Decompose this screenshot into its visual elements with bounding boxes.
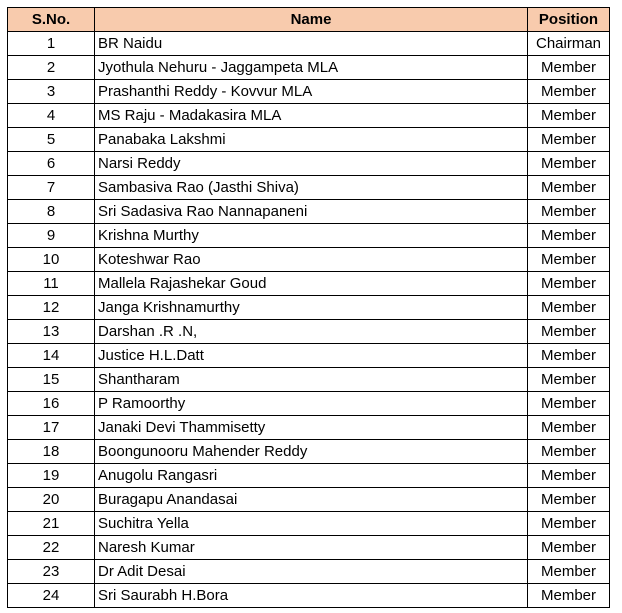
table-row (8, 56, 610, 80)
header-sno: S.No. (8, 8, 95, 32)
cell-position: Member (528, 176, 610, 200)
cell-sno: 16 (8, 392, 95, 416)
table-row (8, 392, 610, 416)
table-row (8, 536, 610, 560)
table-row (8, 272, 610, 296)
cell-name: Panabaka Lakshmi (95, 128, 528, 152)
table-row (8, 512, 610, 536)
cell-name: Janga Krishnamurthy (95, 296, 528, 320)
cell-position: Member (528, 488, 610, 512)
cell-sno: 20 (8, 488, 95, 512)
cell-position: Member (528, 296, 610, 320)
cell-name: Janaki Devi Thammisetty (95, 416, 528, 440)
cell-name: Sambasiva Rao (Jasthi Shiva) (95, 176, 528, 200)
cell-name: Jyothula Nehuru - Jaggampeta MLA (95, 56, 528, 80)
table-row (8, 368, 610, 392)
cell-position: Member (528, 368, 610, 392)
cell-sno: 14 (8, 344, 95, 368)
table-row (8, 488, 610, 512)
cell-name: Sri Saurabh H.Bora (95, 584, 528, 608)
cell-position: Member (528, 200, 610, 224)
table-row (8, 32, 610, 56)
cell-sno: 24 (8, 584, 95, 608)
cell-sno: 11 (8, 272, 95, 296)
cell-position: Member (528, 560, 610, 584)
table-row (8, 464, 610, 488)
cell-position: Member (528, 536, 610, 560)
table-row (8, 560, 610, 584)
cell-position: Member (528, 248, 610, 272)
cell-position: Member (528, 464, 610, 488)
cell-position: Member (528, 272, 610, 296)
cell-name: Krishna Murthy (95, 224, 528, 248)
table-row (8, 80, 610, 104)
table-row (8, 344, 610, 368)
cell-sno: 15 (8, 368, 95, 392)
table-row (8, 416, 610, 440)
cell-name: Justice H.L.Datt (95, 344, 528, 368)
cell-sno: 12 (8, 296, 95, 320)
table-row (8, 176, 610, 200)
table-row (8, 296, 610, 320)
cell-sno: 7 (8, 176, 95, 200)
cell-sno: 21 (8, 512, 95, 536)
cell-sno: 1 (8, 32, 95, 56)
cell-position: Member (528, 80, 610, 104)
cell-sno: 5 (8, 128, 95, 152)
cell-position: Member (528, 440, 610, 464)
header-row (8, 8, 610, 32)
cell-sno: 6 (8, 152, 95, 176)
cell-name: Narsi Reddy (95, 152, 528, 176)
cell-sno: 22 (8, 536, 95, 560)
table-row (8, 200, 610, 224)
cell-sno: 3 (8, 80, 95, 104)
cell-sno: 8 (8, 200, 95, 224)
cell-position: Member (528, 416, 610, 440)
cell-position: Member (528, 512, 610, 536)
table-row (8, 224, 610, 248)
cell-position: Member (528, 320, 610, 344)
cell-name: MS Raju - Madakasira MLA (95, 104, 528, 128)
cell-name: P Ramoorthy (95, 392, 528, 416)
cell-name: Dr Adit Desai (95, 560, 528, 584)
cell-name: Sri Sadasiva Rao Nannapaneni (95, 200, 528, 224)
table-row (8, 320, 610, 344)
cell-name: Darshan .R .N, (95, 320, 528, 344)
cell-sno: 23 (8, 560, 95, 584)
table-body (8, 32, 610, 608)
table-row (8, 248, 610, 272)
table-row (8, 128, 610, 152)
members-table (7, 7, 610, 608)
cell-sno: 19 (8, 464, 95, 488)
cell-position: Member (528, 224, 610, 248)
cell-position: Member (528, 128, 610, 152)
cell-sno: 9 (8, 224, 95, 248)
cell-position: Member (528, 344, 610, 368)
cell-sno: 18 (8, 440, 95, 464)
cell-name: Naresh Kumar (95, 536, 528, 560)
cell-sno: 13 (8, 320, 95, 344)
header-position: Position (528, 8, 610, 32)
cell-name: Mallela Rajashekar Goud (95, 272, 528, 296)
cell-sno: 10 (8, 248, 95, 272)
cell-position: Member (528, 584, 610, 608)
cell-name: Boongunooru Mahender Reddy (95, 440, 528, 464)
table-row (8, 104, 610, 128)
table-row (8, 440, 610, 464)
table-row (8, 152, 610, 176)
header-name: Name (95, 8, 528, 32)
cell-name: Suchitra Yella (95, 512, 528, 536)
cell-name: Prashanthi Reddy - Kovvur MLA (95, 80, 528, 104)
table-row (8, 584, 610, 608)
cell-position: Member (528, 104, 610, 128)
cell-name: Buragapu Anandasai (95, 488, 528, 512)
cell-position: Member (528, 392, 610, 416)
cell-name: BR Naidu (95, 32, 528, 56)
cell-sno: 2 (8, 56, 95, 80)
cell-name: Shantharam (95, 368, 528, 392)
table-header (8, 8, 610, 32)
cell-position: Chairman (528, 32, 610, 56)
cell-name: Koteshwar Rao (95, 248, 528, 272)
cell-position: Member (528, 56, 610, 80)
cell-name: Anugolu Rangasri (95, 464, 528, 488)
cell-sno: 4 (8, 104, 95, 128)
cell-sno: 17 (8, 416, 95, 440)
cell-position: Member (528, 152, 610, 176)
